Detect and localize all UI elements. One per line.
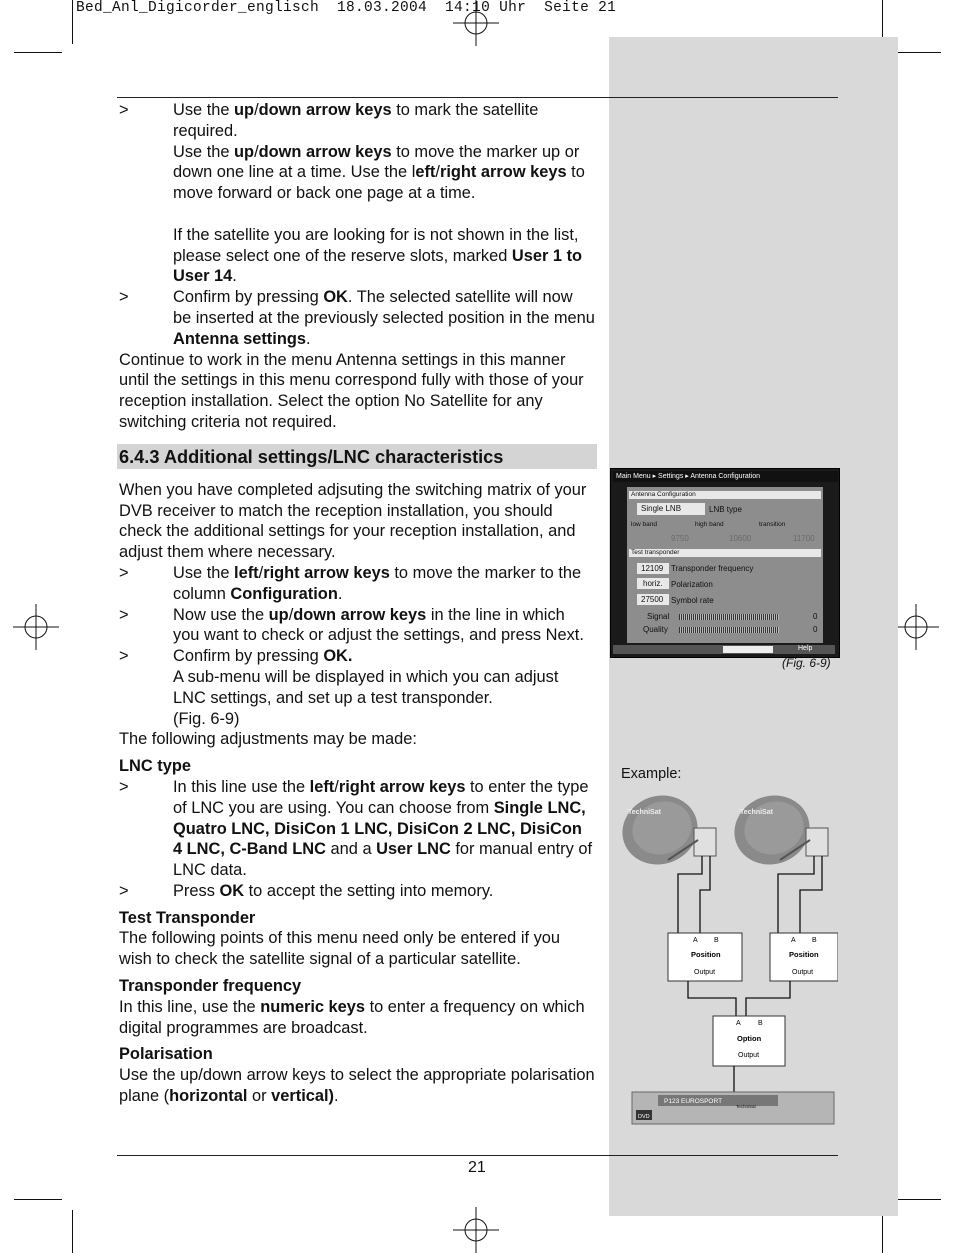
registration-mark-icon [893, 604, 939, 650]
crop-mark [72, 1210, 73, 1253]
dish-brand: TechniSat [628, 809, 661, 816]
paragraph: The following points of this menu need only be entered if you wish to check the satellite signal of a particular satellite. [119, 929, 561, 969]
instruction-item [119, 777, 595, 881]
paragraph: Use the up/down arrow keys to mark the satellite required. [173, 101, 539, 140]
symbol-rate-value: 27500 [641, 595, 664, 604]
output-label: Output [694, 969, 716, 976]
example-label: Example: [621, 766, 682, 782]
paragraph: In this line, use the numeric keys to enter a frequency on which digital programmes are broadcast. [119, 997, 585, 1037]
option-label: Option [737, 1034, 762, 1043]
registration-mark-icon [453, 0, 499, 46]
bullet-marker: > [119, 647, 129, 666]
satellite-dish-icon [618, 790, 716, 875]
polarization-label: Polarization [671, 580, 713, 589]
crop-mark [72, 0, 73, 44]
bullet-marker: > [119, 881, 129, 900]
breadcrumb: Main Menu ▸ Settings ▸ Antenna Configuration [613, 471, 838, 482]
paragraph: Confirm by pressing OK. [173, 647, 353, 666]
receiver-brand: TechniSat [736, 1104, 756, 1109]
wiring-diagram [618, 790, 838, 1135]
receiver-icon [632, 1092, 834, 1124]
bullet-marker: > [119, 288, 129, 307]
paragraph: Confirm by pressing OK. The selected satellite will now be inserted at the previously selected position in the menu Antenna settings. [173, 288, 595, 348]
section-title: Test transponder [631, 549, 680, 556]
port-a-label: A [693, 937, 698, 944]
quality-value: 0 [813, 625, 818, 634]
antenna-config-panel [627, 487, 823, 643]
footer-button [723, 646, 773, 653]
help-label: Help [798, 645, 813, 652]
port-a-label: A [736, 1020, 741, 1027]
transition-label: transition [759, 521, 786, 528]
paragraph: Press OK to accept the setting into memory. [173, 881, 494, 900]
crop-mark [14, 1199, 62, 1200]
transition-value: 11700 [793, 534, 815, 543]
crop-mark [14, 52, 62, 53]
instruction-item [119, 646, 595, 729]
print-header: Bed_Anl_Digicorder_englisch 18.03.2004 14:10 Uhr Seite 21 [76, 0, 617, 16]
paragraph: In this line use the left/right arrow keys to enter the type of LNC you are using. You can choose from Single LNC, Quatro LNC, DisiCon 1 LNC, DisiCon 2 LNC, DisiCon 4 LNC, C-Band LNC and a User LNC for manual entry of LNC data. [173, 777, 593, 880]
figure-caption: (Fig. 6-9) [782, 656, 831, 670]
bottom-rule [117, 1155, 838, 1156]
paragraph: The following adjustments may be made: [119, 730, 417, 749]
subheading: Transponder frequency [119, 977, 302, 996]
instruction-item [119, 100, 595, 287]
bullet-marker: > [119, 563, 129, 582]
position-label: Position [789, 950, 819, 959]
bullet-marker: > [119, 605, 129, 624]
section-title: Antenna Configuration [631, 491, 696, 498]
output-label: Output [738, 1052, 760, 1059]
crop-mark [893, 1199, 941, 1200]
bullet-marker: > [119, 777, 129, 796]
quality-meter [679, 627, 779, 633]
output-label: Output [792, 969, 814, 976]
lnb-label: LNB type [709, 505, 742, 514]
bullet-marker: > [119, 101, 129, 119]
satellite-dish-icon [725, 790, 828, 875]
instruction-item [119, 563, 595, 605]
low-band-value: 9750 [671, 534, 689, 543]
menu-screenshot [610, 468, 840, 658]
paragraph: Use the up/down arrow keys to select the appropriate polarisation plane (horizontal or vertical). [119, 1066, 595, 1106]
dish-brand: TechniSat [740, 809, 773, 816]
quality-label: Quality [643, 625, 668, 634]
high-band-label: high band [695, 521, 724, 528]
paragraph: If the satellite you are looking for is not shown in the list, please select one of the reserve slots, marked User 1 to User 14. [173, 225, 583, 286]
high-band-value: 10600 [729, 534, 752, 543]
crop-mark [893, 52, 941, 53]
paragraph: Continue to work in the menu Antenna settings in this manner until the settings in this menu correspond fully with those of your reception installation. Select the option No Satellite for any switching criteria not required. [119, 350, 584, 431]
port-b-label: B [812, 937, 817, 944]
paragraph: A sub-menu will be displayed in which you can adjust LNC settings, and set up a test transponder. [173, 667, 559, 707]
subheading: LNC type [119, 757, 191, 776]
lnb-value: Single LNB [641, 504, 682, 513]
signal-value: 0 [813, 612, 818, 621]
registration-mark-icon [13, 604, 59, 650]
crop-mark [882, 1210, 883, 1253]
signal-label: Signal [647, 612, 670, 621]
top-rule [117, 97, 838, 98]
subheading: Test Transponder [119, 908, 256, 927]
subheading: Polarisation [119, 1045, 213, 1064]
instruction-item [119, 605, 595, 647]
paragraph: Now use the up/down arrow keys in the line in which you want to check or adjust the settings, and press Next. [173, 605, 584, 645]
registration-mark-icon [453, 1207, 499, 1253]
instruction-item [119, 287, 595, 349]
page-number: 21 [468, 1159, 486, 1176]
signal-meter [679, 614, 779, 620]
port-b-label: B [714, 937, 719, 944]
main-column [119, 100, 595, 1107]
symbol-rate-label: Symbol rate [671, 596, 714, 605]
section-heading: 6.4.3 Additional settings/LNC characteristics [117, 444, 597, 469]
polarization-value: horiz. [643, 579, 663, 588]
frequency-label: Transponder frequency [671, 564, 754, 573]
paragraph: Use the up/down arrow keys to move the marker up or down one line at a time. Use the left/right arrow keys to move forward or back one page at a time. [173, 142, 585, 203]
instruction-item [119, 881, 595, 902]
paragraph: Use the left/right arrow keys to move the marker to the column Configuration. [173, 563, 582, 603]
frequency-value: 12109 [641, 564, 664, 573]
paragraph: (Fig. 6-9) [173, 709, 240, 728]
port-a-label: A [791, 937, 796, 944]
port-b-label: B [758, 1020, 763, 1027]
dvd-logo: DVD [638, 1114, 650, 1120]
paragraph: When you have completed adjsuting the switching matrix of your DVB receiver to match the reception installation, you should check the additional settings for your reception installation, and adjust them where necessary. [119, 480, 587, 562]
position-label: Position [691, 950, 721, 959]
menu-footer [613, 645, 835, 654]
receiver-display: P123 EUROSPORT [664, 1098, 723, 1105]
low-band-label: low band [631, 521, 658, 528]
